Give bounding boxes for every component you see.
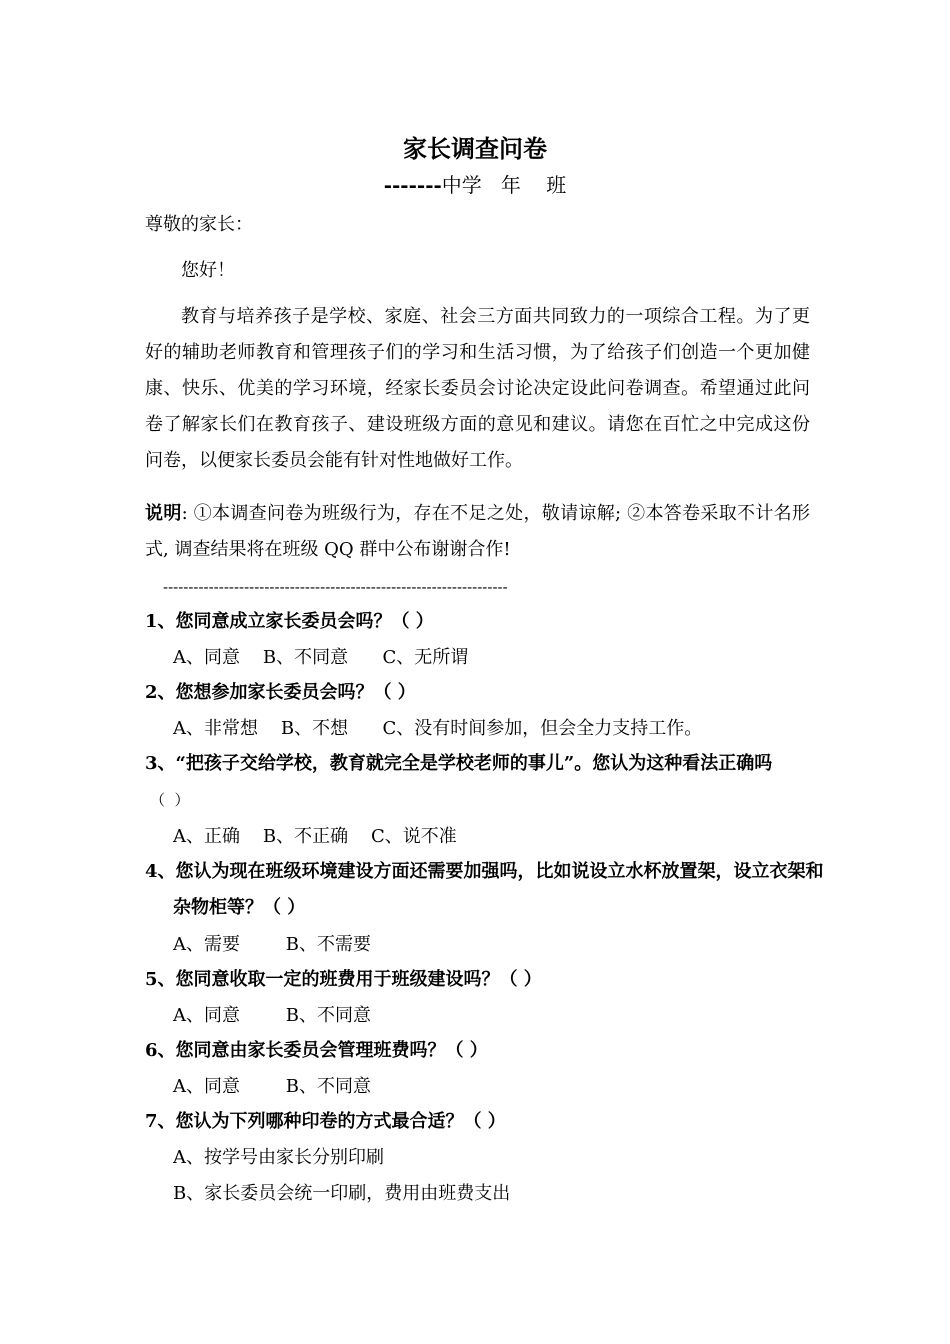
- note-label: 说明: [145, 503, 182, 524]
- question-4: 4、您认为现在班级环境建设方面还需要加强吗，比如说设立水杯放置架，设立衣架和杂物柜等？（ ）: [145, 861, 824, 918]
- greeting: 尊敬的家长：: [145, 214, 253, 235]
- question-1-options: A、同意 B、不同意 C、无所谓: [173, 647, 469, 668]
- question-3-options: A、正确 B、不正确 C、说不准: [173, 826, 457, 847]
- document-subtitle: [0, 170, 950, 200]
- hello: 您好！: [181, 260, 235, 281]
- note-paragraph: [145, 496, 810, 568]
- question-3: 3、“把孩子交给学校，教育就完全是学校老师的事儿”。您认为这种看法正确吗: [145, 753, 773, 774]
- question-6: 6、您同意由家长委员会管理班费吗？（ ）: [145, 1040, 488, 1061]
- question-5: 5、您同意收取一定的班费用于班级建设吗？（ ）: [145, 969, 542, 990]
- divider-line: --------------------------------------------------------------------: [163, 578, 508, 596]
- question-6-options: A、同意 B、不同意: [173, 1076, 371, 1097]
- subtitle-dashes: -------: [383, 173, 442, 197]
- subtitle-class-text: 中学 年 班: [441, 173, 567, 197]
- question-7-option-b: B、家长委员会统一印刷，费用由班费支出: [173, 1183, 511, 1204]
- question-1: 1、您同意成立家长委员会吗？（ ）: [145, 611, 434, 632]
- question-7-option-a: A、按学号由家长分别印刷: [173, 1147, 384, 1168]
- question-3-paren: （ ）: [150, 791, 190, 809]
- question-2-options: A、非常想 B、不想 C、没有时间参加，但会全力支持工作。: [173, 718, 703, 739]
- question-7: 7、您认为下列哪种印卷的方式最合适？（ ）: [145, 1111, 506, 1132]
- note-text: : ①本调查问卷为班级行为，存在不足之处，敬请谅解; ②本答卷采取不计名形式, 调查结果将在班级 QQ 群中公布谢谢合作!: [145, 503, 810, 560]
- question-2: 2、您想参加家长委员会吗？（ ）: [145, 682, 416, 703]
- document-title: 家长调查问卷: [403, 134, 547, 163]
- intro-paragraph: 教育与培养孩子是学校、家庭、社会三方面共同致力的一项综合工程。为了更好的辅助老师教育和管理孩子们的学习和生活习惯，为了给孩子们创造一个更加健康、快乐、优美的学习环境，经家长委员会讨论决定设此问卷调查。希望通过此问卷了解家长们在教育孩子、建设班级方面的意见和建议。请您在百忙之中完成这份问卷，以便家长委员会能有针对性地做好工作。: [145, 306, 810, 471]
- question-4-options: A、需要 B、不需要: [173, 934, 371, 955]
- question-5-options: A、同意 B、不同意: [173, 1005, 371, 1026]
